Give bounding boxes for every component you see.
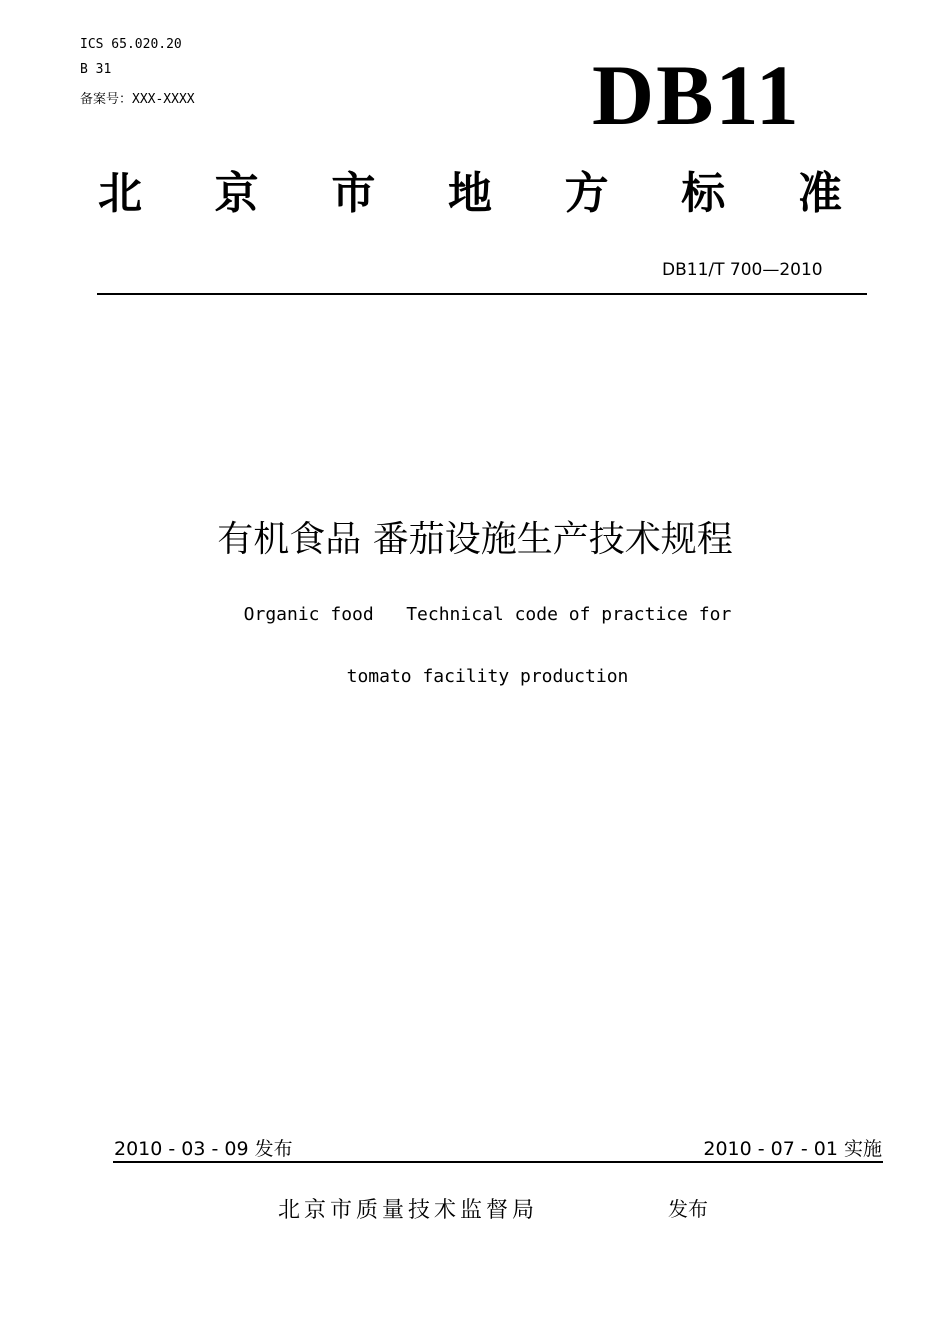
- standard-type-char: 方: [564, 168, 609, 219]
- document-title-zh: 有机食品 番茄设施生产技术规程: [217, 519, 733, 560]
- header-divider: [97, 293, 867, 295]
- issue-date: 2010 - 03 - 09 发布: [114, 1138, 293, 1160]
- issuing-authority: 北京市质量技术监督局: [278, 1198, 539, 1223]
- standard-type-char: 准: [797, 168, 842, 219]
- issuing-action: 发布: [668, 1197, 708, 1221]
- standard-number: DB11/T 700—2010: [662, 260, 823, 280]
- classification-code: B 31: [80, 62, 112, 77]
- standard-type-char: 标: [681, 168, 726, 219]
- db-code-logo: DB11: [592, 47, 801, 143]
- implementation-date: 2010 - 07 - 01 实施: [703, 1138, 882, 1160]
- standard-type-char: 北: [98, 168, 142, 219]
- ics-code: ICS 65.020.20: [80, 37, 182, 52]
- standard-type-heading: [98, 168, 842, 219]
- document-title-en-line1: Organic food Technical code of practice for: [243, 604, 732, 625]
- standard-type-char: 市: [331, 168, 376, 219]
- record-number: 备案号：XXX-XXXX: [80, 92, 195, 107]
- standard-type-char: 京: [214, 168, 259, 219]
- footer-divider: [113, 1161, 883, 1163]
- standard-type-char: 地: [447, 168, 492, 219]
- document-title-en-line2: tomato facility production: [346, 666, 629, 687]
